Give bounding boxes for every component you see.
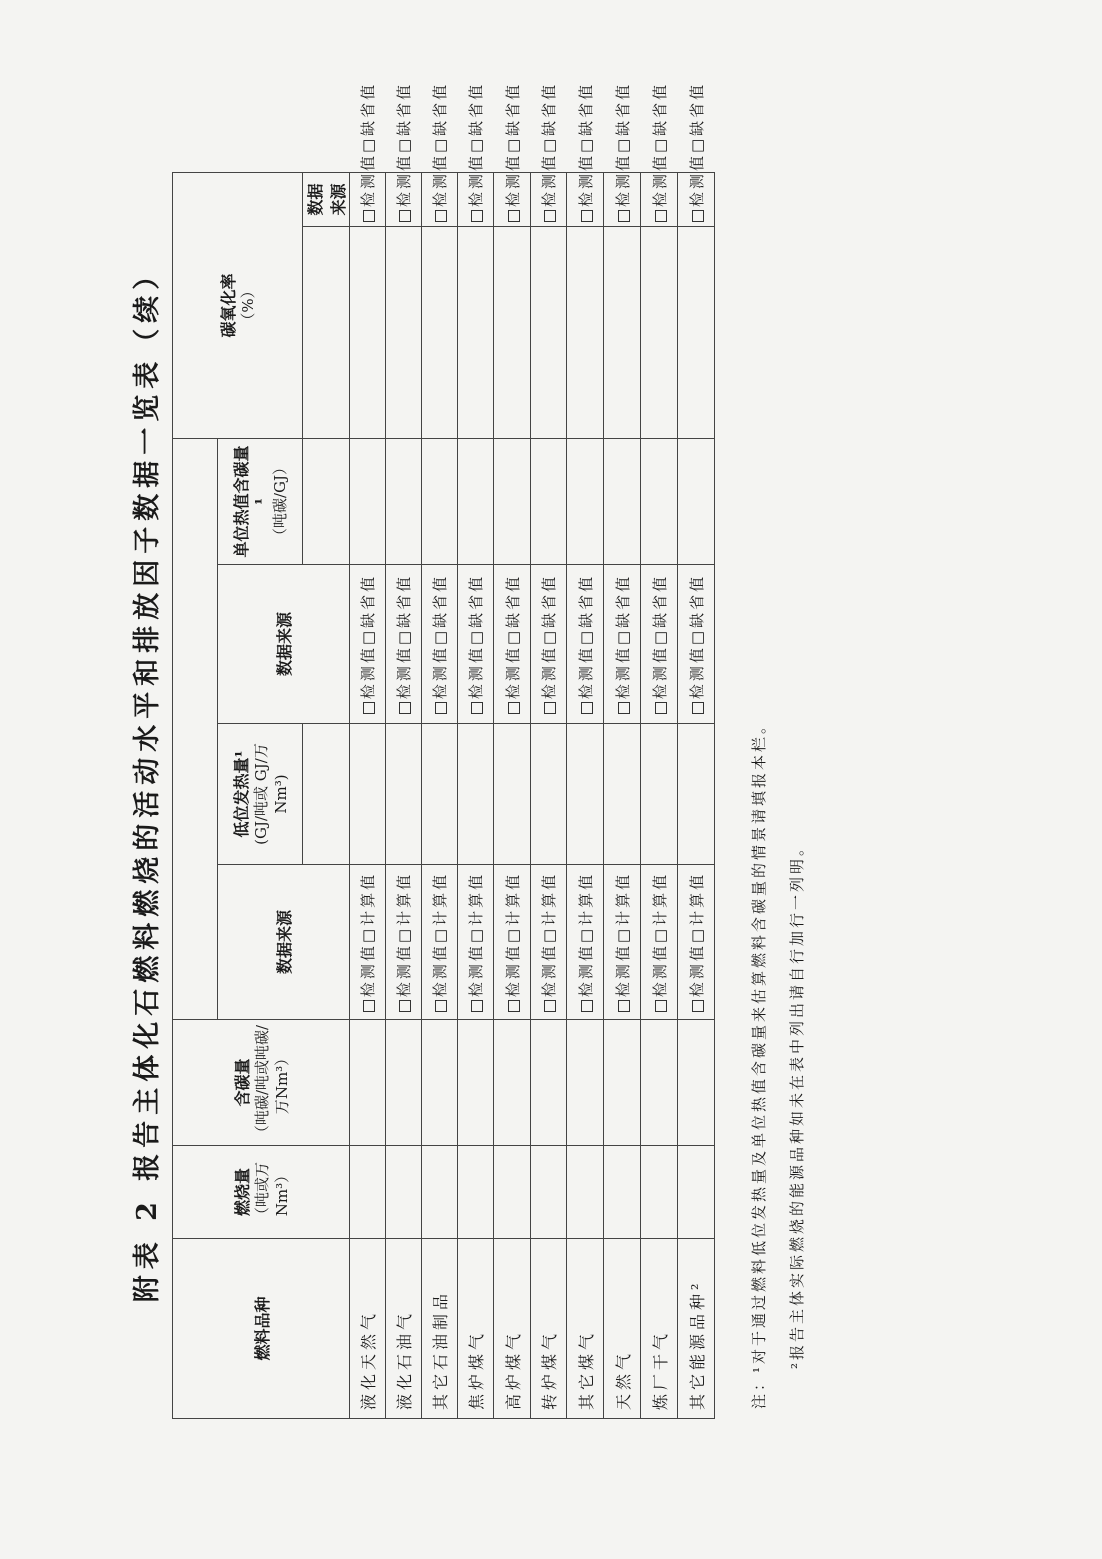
data-source-cell: [641, 565, 678, 724]
source-options-label: 检测值□缺省值: [613, 573, 632, 700]
table-row: [458, 172, 494, 1418]
source-options: [467, 82, 485, 222]
fuel-name-cell: 焦炉煤气: [458, 1239, 494, 1419]
checkbox-icon[interactable]: [363, 702, 375, 714]
table-row: [567, 172, 604, 1418]
consumption-cell[interactable]: [604, 1146, 641, 1239]
oxidation-source-cell: [641, 81, 678, 226]
source-options: [540, 872, 558, 1012]
header-oxidation-blank: [303, 227, 350, 439]
table-row: [641, 172, 678, 1418]
ncv-cell[interactable]: [567, 724, 604, 865]
consumption-cell[interactable]: [386, 1146, 422, 1239]
fuel-name-cell: 转炉煤气: [531, 1239, 567, 1419]
carbon-per-heat-cell[interactable]: [494, 439, 531, 565]
checkbox-icon[interactable]: [399, 210, 411, 222]
source-options-label: 检测值□缺省值: [687, 573, 706, 700]
ncv-cell[interactable]: [641, 724, 678, 865]
table-row: [604, 172, 641, 1418]
oxidation-source-cell: [604, 81, 641, 226]
data-source-cell: [494, 865, 531, 1020]
source-options-label: 检测值□缺省值: [503, 573, 522, 700]
source-options-label: 检测值□缺省值: [395, 573, 413, 700]
carbon-content-cell[interactable]: [494, 1020, 531, 1146]
carbon-per-heat-cell[interactable]: [386, 439, 422, 565]
source-options: [431, 574, 449, 714]
source-options-label: 检测值□计算值: [467, 871, 485, 998]
carbon-per-heat-cell[interactable]: [567, 439, 604, 565]
carbon-per-heat-cell[interactable]: [678, 439, 715, 565]
carbon-per-heat-cell[interactable]: [458, 439, 494, 565]
source-options: [577, 82, 595, 222]
checkbox-icon[interactable]: [581, 210, 593, 222]
consumption-cell[interactable]: [678, 1146, 715, 1239]
checkbox-icon[interactable]: [655, 210, 667, 222]
ncv-cell[interactable]: [458, 724, 494, 865]
source-options: [504, 82, 522, 222]
source-options: [651, 82, 669, 222]
source-options: [504, 872, 522, 1012]
oxidation-cell[interactable]: [386, 227, 422, 439]
fuel-name-cell: 高炉煤气: [494, 1239, 531, 1419]
oxidation-source-cell: [422, 81, 458, 226]
source-options: [431, 82, 449, 222]
header-cph-blank: [303, 439, 350, 565]
source-options: [467, 574, 485, 714]
table-row: [531, 172, 567, 1418]
header-group-spacer: [173, 439, 218, 1020]
data-source-cell: [422, 565, 458, 724]
ncv-cell[interactable]: [494, 724, 531, 865]
checkbox-icon[interactable]: [692, 702, 704, 714]
source-options-label: 检测值□缺省值: [467, 81, 485, 207]
oxidation-cell[interactable]: [678, 227, 715, 439]
data-source-cell: [678, 565, 715, 724]
source-options-label: 检测值□缺省值: [503, 81, 522, 207]
source-options-label: 检测值□缺省值: [650, 81, 669, 207]
checkbox-icon[interactable]: [435, 1000, 447, 1012]
checkbox-icon[interactable]: [508, 210, 520, 222]
ncv-cell[interactable]: [350, 724, 386, 865]
header-fuel-type: 燃料品种: [173, 1239, 350, 1419]
source-options: [359, 574, 377, 714]
source-options: [688, 872, 706, 1012]
source-options: [577, 574, 595, 714]
checkbox-icon[interactable]: [581, 702, 593, 714]
source-options-label: 检测值□缺省值: [576, 81, 595, 207]
oxidation-cell[interactable]: [531, 227, 567, 439]
data-source-cell: [386, 565, 422, 724]
data-source-cell: [604, 865, 641, 1020]
checkbox-icon[interactable]: [618, 702, 630, 714]
data-source-cell: [350, 565, 386, 724]
ncv-cell[interactable]: [386, 724, 422, 865]
oxidation-cell[interactable]: [604, 227, 641, 439]
checkbox-icon[interactable]: [544, 702, 556, 714]
oxidation-cell[interactable]: [350, 227, 386, 439]
data-source-cell: [678, 865, 715, 1020]
fuel-name-cell: 液化石油气: [386, 1239, 422, 1419]
source-options: [688, 82, 706, 222]
header-carbon-content: 含碳量 （吨碳/吨或吨碳/万Nm³）: [173, 1020, 350, 1146]
carbon-content-cell[interactable]: [422, 1020, 458, 1146]
consumption-cell[interactable]: [531, 1146, 567, 1239]
source-options: [688, 574, 706, 714]
source-options: [395, 82, 413, 222]
source-options: [651, 574, 669, 714]
header-data-source-3: 数据来源: [303, 172, 350, 226]
carbon-per-heat-cell[interactable]: [641, 439, 678, 565]
source-options: [395, 872, 413, 1012]
source-options-label: 检测值□计算值: [395, 871, 413, 998]
data-source-cell: [641, 865, 678, 1020]
header-data-source-1: 数据来源: [218, 865, 350, 1020]
table-row: [494, 172, 531, 1418]
data-table: [172, 81, 715, 1419]
carbon-content-cell[interactable]: [386, 1020, 422, 1146]
oxidation-cell[interactable]: [494, 227, 531, 439]
source-options-label: 检测值□缺省值: [540, 573, 558, 700]
checkbox-icon[interactable]: [618, 210, 630, 222]
checkbox-icon[interactable]: [655, 702, 667, 714]
consumption-cell[interactable]: [350, 1146, 386, 1239]
oxidation-source-cell: [678, 81, 715, 226]
carbon-per-heat-cell[interactable]: [422, 439, 458, 565]
fuel-name-cell: 天然气: [604, 1239, 641, 1419]
header-data-source-2: 数据来源: [218, 565, 350, 724]
fuel-name-cell: 其它石油制品: [422, 1239, 458, 1419]
source-options: [614, 82, 632, 222]
checkbox-icon[interactable]: [363, 1000, 375, 1012]
fuel-name-cell: 液化天然气: [350, 1239, 386, 1419]
checkbox-icon[interactable]: [544, 1000, 556, 1012]
carbon-content-cell[interactable]: [604, 1020, 641, 1146]
carbon-per-heat-cell[interactable]: [350, 439, 386, 565]
source-options: [431, 872, 449, 1012]
carbon-content-cell[interactable]: [641, 1020, 678, 1146]
ncv-cell[interactable]: [604, 724, 641, 865]
source-options-label: 检测值□缺省值: [431, 81, 449, 207]
header-ncv: 低位发热量¹ (GJ/吨或 GJ/万Nm³): [218, 724, 303, 865]
data-source-cell: [531, 865, 567, 1020]
ncv-cell[interactable]: [422, 724, 458, 865]
checkbox-icon[interactable]: [655, 1000, 667, 1012]
fuel-name-cell: 其它能源品种²: [678, 1239, 715, 1419]
ncv-cell[interactable]: [531, 724, 567, 865]
checkbox-icon[interactable]: [435, 702, 447, 714]
note-1: 注：¹对于通过燃料低位发热量及单位热值含碳量来估算燃料含碳量的情景请填报本栏。: [750, 715, 768, 1409]
fuel-name-cell: 炼厂干气: [641, 1239, 678, 1419]
checkbox-icon[interactable]: [692, 210, 704, 222]
carbon-content-cell[interactable]: [678, 1020, 715, 1146]
consumption-cell[interactable]: [567, 1146, 604, 1239]
checkbox-icon[interactable]: [471, 1000, 483, 1012]
carbon-content-cell[interactable]: [531, 1020, 567, 1146]
checkbox-icon[interactable]: [399, 702, 411, 714]
source-options-label: 检测值□缺省值: [576, 573, 595, 700]
data-source-cell: [458, 865, 494, 1020]
header-oxidation: 碳氧化率 （%）: [173, 172, 303, 438]
source-options: [540, 82, 558, 222]
source-options: [359, 82, 377, 222]
checkbox-icon[interactable]: [471, 210, 483, 222]
source-options-label: 检测值□缺省值: [613, 81, 632, 207]
fuel-name-cell: 其它煤气: [567, 1239, 604, 1419]
source-options: [651, 872, 669, 1012]
table-row: [386, 172, 422, 1418]
data-source-cell: [350, 865, 386, 1020]
source-options-label: 检测值□缺省值: [431, 573, 449, 700]
checkbox-icon[interactable]: [544, 210, 556, 222]
checkbox-icon[interactable]: [581, 1000, 593, 1012]
consumption-cell[interactable]: [458, 1146, 494, 1239]
checkbox-icon[interactable]: [435, 210, 447, 222]
notes: [740, 716, 816, 1409]
oxidation-source-cell: [350, 81, 386, 226]
oxidation-source-cell: [458, 81, 494, 226]
source-options-label: 检测值□计算值: [359, 871, 377, 998]
consumption-cell[interactable]: [494, 1146, 531, 1239]
page-title: 附表 2 报告主体化石燃料燃烧的活动水平和排放因子数据一览表（续）: [132, 256, 163, 1303]
checkbox-icon[interactable]: [399, 1000, 411, 1012]
data-source-cell: [494, 565, 531, 724]
source-options-label: 检测值□计算值: [540, 871, 558, 998]
oxidation-source-cell: [567, 81, 604, 226]
source-options-label: 检测值□缺省值: [540, 81, 558, 207]
checkbox-icon[interactable]: [471, 702, 483, 714]
oxidation-source-cell: [494, 81, 531, 226]
source-options-label: 检测值□缺省值: [395, 81, 413, 207]
source-options: [577, 872, 595, 1012]
source-options-label: 检测值□计算值: [431, 871, 449, 998]
source-options: [467, 872, 485, 1012]
source-options: [504, 574, 522, 714]
source-options: [614, 574, 632, 714]
oxidation-source-cell: [531, 81, 567, 226]
checkbox-icon[interactable]: [508, 1000, 520, 1012]
source-options: [614, 872, 632, 1012]
data-source-cell: [604, 565, 641, 724]
data-source-cell: [386, 865, 422, 1020]
source-options: [395, 574, 413, 714]
oxidation-source-cell: [386, 81, 422, 226]
consumption-cell[interactable]: [641, 1146, 678, 1239]
carbon-per-heat-cell[interactable]: [531, 439, 567, 565]
note-2: ²报告主体实际燃烧的能源品种如未在表中列出请自行加行一列明。: [788, 837, 806, 1369]
source-options: [359, 872, 377, 1012]
carbon-per-heat-cell[interactable]: [604, 439, 641, 565]
carbon-content-cell[interactable]: [567, 1020, 604, 1146]
source-options-label: 检测值□缺省值: [467, 573, 485, 700]
checkbox-icon[interactable]: [618, 1000, 630, 1012]
source-options: [540, 574, 558, 714]
source-options-label: 检测值□计算值: [650, 871, 669, 998]
source-options-label: 检测值□计算值: [576, 871, 595, 998]
header-ncv-blank: [303, 724, 350, 865]
source-options-label: 检测值□计算值: [687, 871, 706, 998]
table-row: [350, 172, 386, 1418]
data-source-cell: [567, 565, 604, 724]
source-options-label: 检测值□缺省值: [359, 81, 377, 207]
oxidation-cell[interactable]: [422, 227, 458, 439]
oxidation-cell[interactable]: [641, 227, 678, 439]
checkbox-icon[interactable]: [692, 1000, 704, 1012]
source-options-label: 检测值□计算值: [503, 871, 522, 998]
table-row: [422, 172, 458, 1418]
data-source-cell: [422, 865, 458, 1020]
consumption-cell[interactable]: [422, 1146, 458, 1239]
source-options-label: 检测值□计算值: [613, 871, 632, 998]
header-consumption: 燃烧量 （吨或万Nm³）: [173, 1146, 350, 1239]
carbon-content-cell[interactable]: [350, 1020, 386, 1146]
source-options-label: 检测值□缺省值: [359, 573, 377, 700]
data-source-cell: [531, 565, 567, 724]
checkbox-icon[interactable]: [508, 702, 520, 714]
table-row: [678, 172, 715, 1418]
ncv-cell[interactable]: [678, 724, 715, 865]
source-options-label: 检测值□缺省值: [687, 81, 706, 207]
checkbox-icon[interactable]: [363, 210, 375, 222]
oxidation-cell[interactable]: [567, 227, 604, 439]
data-source-cell: [567, 865, 604, 1020]
header-carbon-per-heat: 单位热值含碳量¹ （吨碳/GJ）: [218, 439, 303, 565]
source-options-label: 检测值□缺省值: [650, 573, 669, 700]
carbon-content-cell[interactable]: [458, 1020, 494, 1146]
oxidation-cell[interactable]: [458, 227, 494, 439]
data-source-cell: [458, 565, 494, 724]
